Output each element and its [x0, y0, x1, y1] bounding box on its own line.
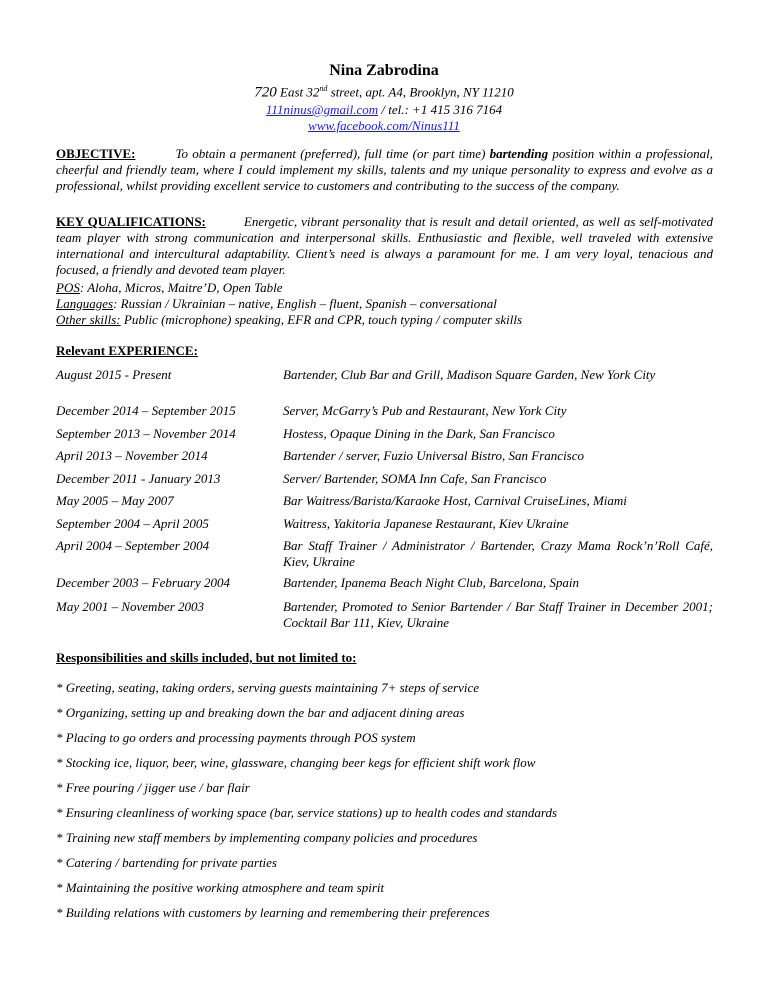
other-skills-label: Other skills:	[56, 312, 121, 327]
experience-date: April 2004 – September 2004	[56, 538, 210, 553]
languages-text: : Russian / Ukrainian – native, English – fluent, Spanish – conversational	[113, 296, 497, 311]
experience-date: April 2013 – November 2014	[56, 448, 208, 463]
list-item: * Maintaining the positive working atmosphere and team spirit	[56, 880, 385, 895]
experience-date: December 2003 – February 2004	[56, 575, 231, 590]
other-skills-line	[56, 312, 713, 328]
experience-desc: Bartender, Promoted to Senior Bartender / Bar Staff Trainer in December 2001; Cocktail Bar 111, Kiev, Ukraine	[283, 599, 713, 630]
pos-label: POS	[56, 280, 80, 295]
experience-date: December 2014 – September 2015	[56, 403, 236, 418]
list-item: * Ensuring cleanliness of working space (bar, service stations) up to health codes and standards	[56, 805, 558, 820]
address-line	[0, 84, 768, 101]
objective-section	[56, 146, 713, 194]
experience-desc: Server, McGarry’s Pub and Restaurant, New York City	[283, 403, 567, 418]
experience-title: Relevant EXPERIENCE:	[56, 343, 198, 358]
list-item: * Greeting, seating, taking orders, serving guests maintaining 7+ steps of service	[56, 680, 480, 695]
list-item: * Catering / bartending for private parties	[56, 855, 277, 870]
objective-label: OBJECTIVE:	[56, 146, 136, 161]
experience-desc: Bartender, Club Bar and Grill, Madison Square Garden, New York City	[283, 367, 656, 382]
other-skills-text: Public (microphone) speaking, EFR and CPR, touch typing / computer skills	[120, 312, 522, 327]
experience-desc: Hostess, Opaque Dining in the Dark, San Francisco	[283, 426, 555, 441]
pos-line	[56, 280, 713, 296]
facebook-line	[0, 118, 768, 134]
address-street: East 32	[280, 84, 320, 100]
qualifications-section	[56, 214, 713, 278]
experience-date: September 2013 – November 2014	[56, 426, 236, 441]
list-item: * Building relations with customers by learning and remembering their preferences	[56, 905, 490, 920]
responsibilities-title: Responsibilities and skills included, but not limited to:	[56, 650, 357, 665]
address-number: 720	[254, 84, 277, 101]
contact-line	[0, 102, 768, 118]
email-link[interactable]: 111ninus@gmail.com	[265, 102, 379, 117]
experience-date: May 2005 – May 2007	[56, 493, 174, 508]
qualifications-text: Energetic, vibrant personality that is result and detail oriented, as well as self-motivated team player with strong communication and interpersonal skills. Enthusiastic and flexible, well traveled with extensive international and intercultural adaptability. Client’s need is always a paramount for me. I am very loyal, tenacious and focused, a friendly and devoted team player.	[56, 214, 713, 277]
experience-desc: Bar Staff Trainer / Administrator / Bartender, Crazy Mama Rock’n’Roll Café, Kiev, Ukraine	[283, 538, 713, 569]
experience-date: September 2004 – April 2005	[56, 516, 209, 531]
experience-desc: Bar Waitress/Barista/Karaoke Host, Carnival CruiseLines, Miami	[283, 493, 627, 508]
facebook-link[interactable]: www.facebook.com/Ninus111	[308, 118, 460, 133]
objective-bold-word: bartending	[489, 146, 549, 161]
skills-section	[56, 280, 713, 328]
experience-date: August 2015 - Present	[56, 367, 172, 382]
list-item: * Free pouring / jigger use / bar flair	[56, 780, 250, 795]
experience-date: May 2001 – November 2003	[56, 599, 205, 614]
list-item: * Stocking ice, liquor, beer, wine, glassware, changing beer kegs for efficient shift work flow	[56, 755, 536, 770]
resume-name: Nina Zabrodina	[329, 62, 439, 79]
address-ordinal: nd	[319, 84, 328, 93]
address-rest: street, apt. A4, Brooklyn, NY 11210	[327, 84, 514, 100]
phone-text: / tel.: +1 415 316 7164	[378, 102, 503, 117]
experience-desc: Server/ Bartender, SOMA Inn Cafe, San Francisco	[283, 471, 547, 486]
objective-text-b: position within a professional, cheerful and friendly team, where I could implement my skills, talents and my unique personality to express and evolve as a professional, whilst providing excellent service to customers and contributing to the success of the company.	[56, 146, 713, 193]
languages-line	[56, 296, 713, 312]
objective-text-a: To obtain a permanent (preferred), full time (or part time)	[175, 146, 490, 161]
languages-label: Languages	[56, 296, 114, 311]
list-item: * Training new staff members by implementing company policies and procedures	[56, 830, 478, 845]
list-item: * Placing to go orders and processing payments through POS system	[56, 730, 416, 745]
experience-desc: Waitress, Yakitoria Japanese Restaurant, Kiev Ukraine	[283, 516, 569, 531]
pos-text: : Aloha, Micros, Maitre’D, Open Table	[79, 280, 283, 295]
experience-desc: Bartender / server, Fuzio Universal Bistro, San Francisco	[283, 448, 585, 463]
experience-desc: Bartender, Ipanema Beach Night Club, Barcelona, Spain	[283, 575, 579, 590]
list-item: * Organizing, setting up and breaking down the bar and adjacent dining areas	[56, 705, 465, 720]
qualifications-label: KEY QUALIFICATIONS:	[56, 214, 206, 229]
experience-date: December 2011 - January 2013	[56, 471, 221, 486]
